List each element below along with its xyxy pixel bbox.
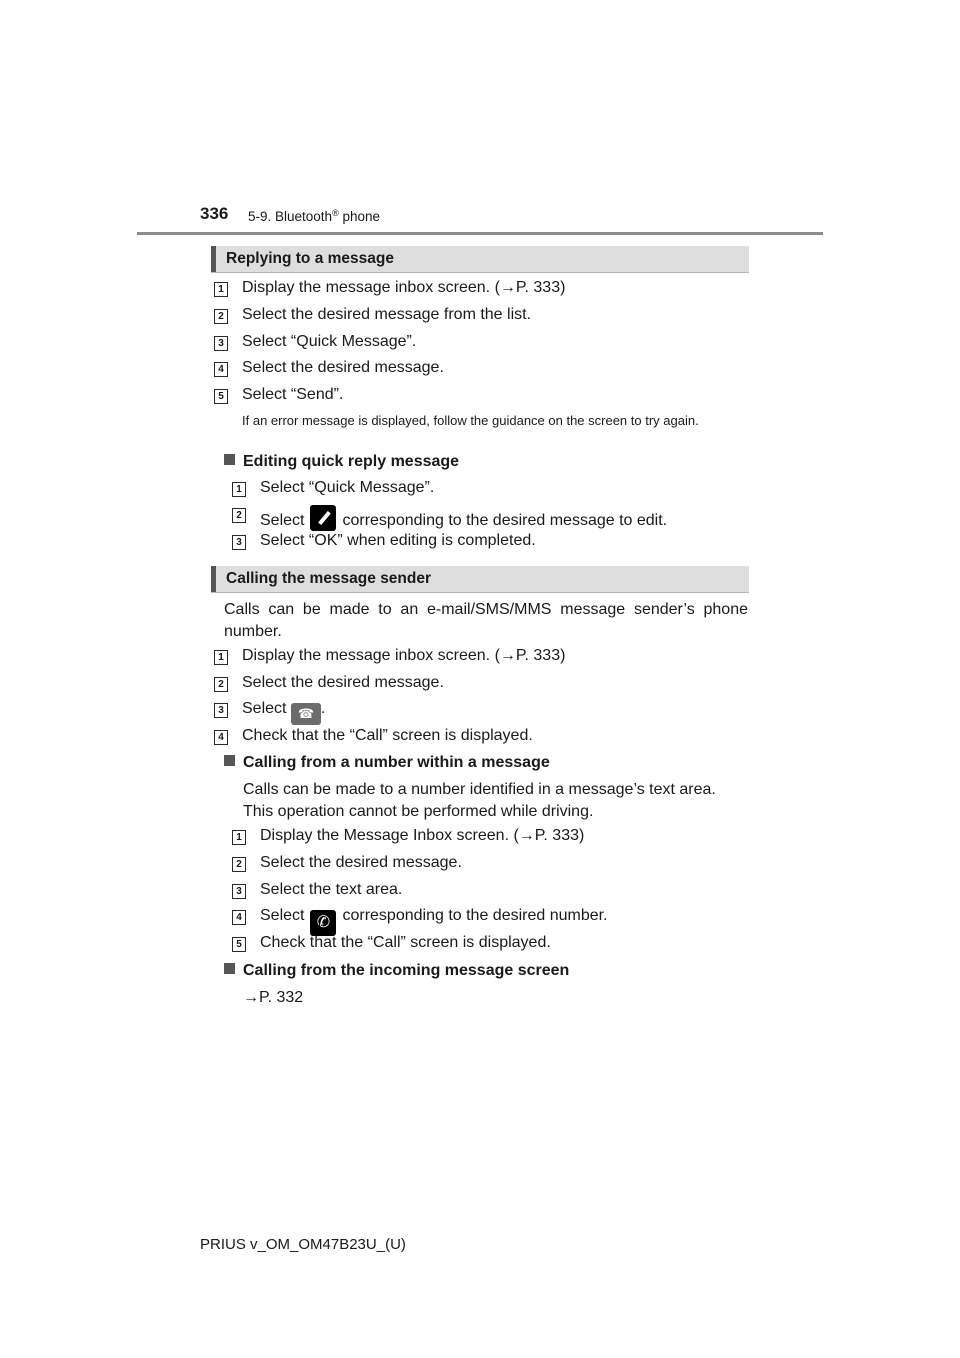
divider (211, 272, 749, 273)
page-reference: →P. 332 (243, 989, 304, 1006)
subheading: Editing quick reply message (224, 453, 459, 471)
page-number: 336 (200, 204, 229, 223)
section-title: Replying to a message (226, 250, 394, 267)
square-bullet-icon (224, 454, 235, 465)
pencil-edit-icon (310, 505, 336, 531)
body-text: This operation cannot be performed while driving. (243, 803, 594, 820)
body-text: Calls can be made to a number identified in a message’s text area. (243, 781, 716, 798)
phone-icon: ✆ (310, 910, 336, 936)
header-rule (137, 232, 823, 235)
chapter-title: 5-9. Bluetooth® phone (248, 208, 380, 224)
section-calling (211, 566, 749, 592)
square-bullet-icon (224, 963, 235, 974)
note-text: If an error message is displayed, follow the guidance on the screen to try again. (242, 413, 699, 428)
square-bullet-icon (224, 755, 235, 766)
section-replying (211, 246, 749, 272)
subheading: Calling from the incoming message screen (224, 962, 569, 980)
subheading: Calling from a number within a message (224, 754, 550, 772)
phone-icon: ☎ (291, 703, 321, 725)
divider (211, 592, 749, 593)
section-title: Calling the message sender (226, 570, 432, 587)
footer-code: PRIUS v_OM_OM47B23U_(U) (200, 1236, 406, 1253)
intro-paragraph: Calls can be made to an e-mail/SMS/MMS message sender’s phone number. (224, 601, 748, 640)
